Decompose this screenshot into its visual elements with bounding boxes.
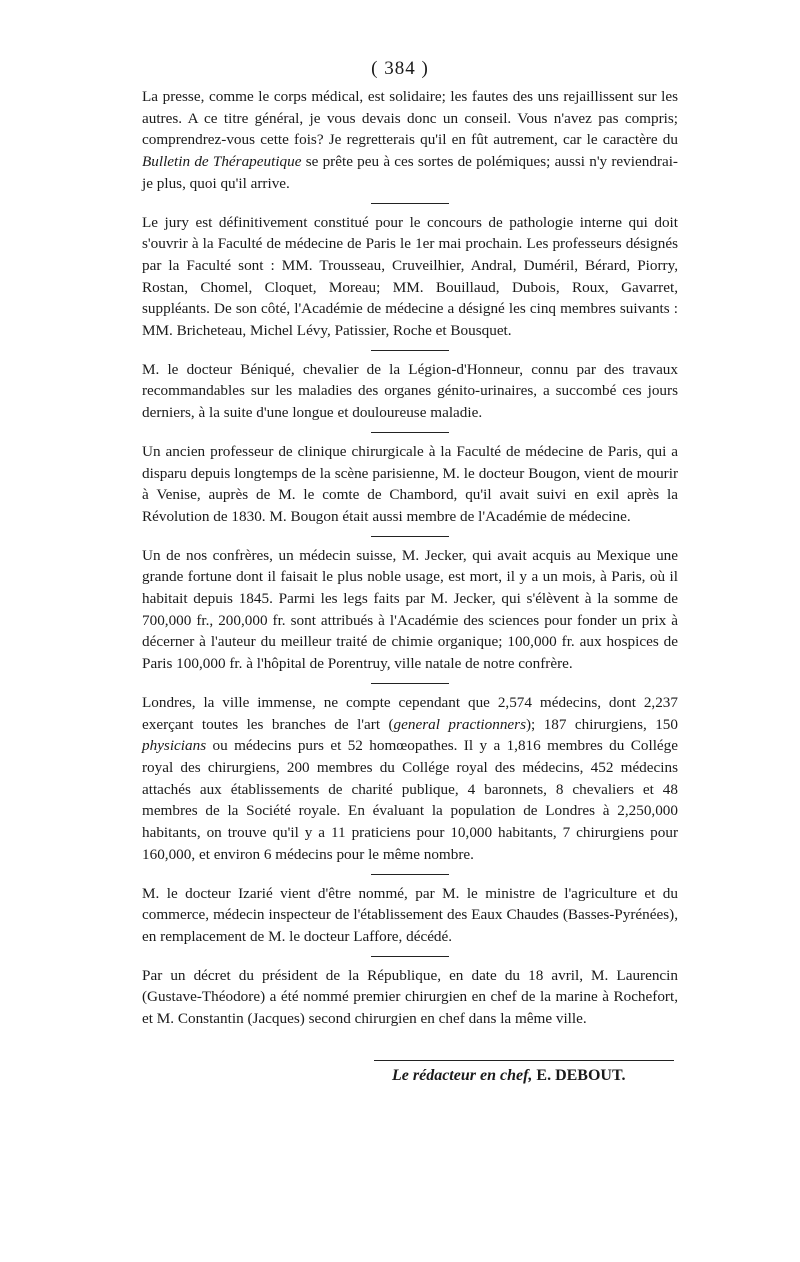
paragraph-press: [142, 86, 678, 195]
signature-role: Le rédacteur en chef,: [392, 1066, 533, 1084]
italic-run: physicians: [142, 737, 207, 755]
section-divider: [371, 536, 449, 537]
paragraph-bougon: [142, 441, 678, 528]
signature: [392, 1067, 678, 1085]
text-run: ); 187 chirurgiens, 150: [526, 715, 678, 733]
signature-name: E. DEBOUT.: [532, 1066, 626, 1084]
signature-rule: [374, 1060, 674, 1061]
page-number: ( 384 ): [371, 58, 429, 79]
paragraph-decret: [142, 965, 678, 1030]
section-divider: [371, 874, 449, 875]
section-divider: [371, 683, 449, 684]
text-run: Le jury est définitivement constitué pour le concours de pathologie interne qui doit s'ouvrir à la Faculté de médecine de Paris le 1er mai prochain. Les professeurs désignés par la Faculté sont : MM. Trousseau, Cruveilhier, Andral, Duméril, Bérard, Piorry, Rostan, Chomel, Cloquet, Moreau; MM. Bouillaud, Dubois, Roux, Gavarret, suppléants. De son côté, l'Académie de médecine a désigné les cinq membres suivants : MM. Bricheteau, Michel Lévy, Patissier, Roche et Bousquet.: [142, 213, 678, 340]
text-run: Londres, la ville immense, ne compte cependant que 2,574 médecins, dont 2,237 exerçant toutes les branches de l'art (: [142, 693, 678, 733]
text-run: La presse, comme le corps médical, est solidaire; les fautes des uns rejaillissent sur les autres. A ce titre général, je vous devais donc un conseil. Vous n'avez pas compris; comprendrez-vous cette fois? Je regretterais qu'il en fût autrement, car le caractère du: [142, 88, 678, 149]
italic-run: Bulletin de Thérapeutique: [142, 153, 302, 171]
text-run: Par un décret du président de la République, en date du 18 avril, M. Laurencin (Gustave-Théodore) a été nommé premier chirurgien en chef de la marine à Rochefort, et M. Constantin (Jacques) second chirurgien en chef dans la même ville.: [142, 966, 678, 1028]
paragraph-londres: [142, 692, 678, 866]
text-run: Un de nos confrères, un médecin suisse, M. Jecker, qui avait acquis au Mexique une grande fortune dont il faisait le plus noble usage, est mort, il y a un mois, à Paris, où il habitait depuis 1845. Parmi les legs faits par M. Jecker, qui s'élèvent à la somme de 700,000 fr., 200,000 fr. sont attribués à l'Académie des sciences pour fonder un prix à décerner à l'auteur du meilleur traité de chimie organique; 100,000 fr. aux hospices de Paris 100,000 fr. à l'hôpital de Porentruy, ville natale de notre confrère.: [142, 546, 678, 673]
section-divider: [371, 956, 449, 957]
text-run: Un ancien professeur de clinique chirurgicale à la Faculté de médecine de Paris, qui a disparu depuis longtemps de la scène parisienne, M. le docteur Bougon, vient de mourir à Venise, auprès de M. le comte de Chambord, qu'il avait suivi en exil après la Révolution de 1830. M. Bougon était aussi membre de l'Académie de médecine.: [142, 442, 678, 525]
text-run: se prête peu à ces sortes de polémiques; aussi n'y reviendrai-je plus, quoi qu'il arrive.: [142, 153, 678, 192]
paragraph-beniqué: [142, 359, 678, 424]
text-run: ou médecins purs et 52 homœopathes. Il y a 1,816 membres du Collége royal des chirurgiens, 200 membres du Collége royal des médecins, 452 médecins attachés aux établissements de charité publique, 4 baronnets, 8 chevaliers et 48 membres de la Société royale. En évaluant la population de Londres à 2,250,000 habitants, on trouve qu'il y a 11 praticiens pour 10,000 habitants, 7 chirurgiens pour 160,000, et environ 6 médecins pour le même nombre.: [142, 737, 678, 863]
section-divider: [371, 203, 449, 204]
paragraph-izarie: [142, 883, 678, 948]
paragraph-jecker: [142, 545, 678, 675]
section-divider: [371, 350, 449, 351]
text-run: M. le docteur Izarié vient d'être nommé, par M. le ministre de l'agriculture et du commerce, médecin inspecteur de l'établissement des Eaux Chaudes (Basses-Pyrénées), en remplacement de M. le docteur Laffore, décédé.: [142, 884, 678, 945]
paragraph-jury: [142, 212, 678, 342]
italic-run: general practionners: [393, 715, 526, 733]
section-divider: [371, 432, 449, 433]
text-run: M. le docteur Béniqué, chevalier de la Légion-d'Honneur, connu par des travaux recommandables sur les maladies des organes génito-urinaires, a succombé ces jours derniers, à la suite d'une longue et douloureuse maladie.: [142, 360, 678, 422]
article-column: [142, 86, 678, 1085]
